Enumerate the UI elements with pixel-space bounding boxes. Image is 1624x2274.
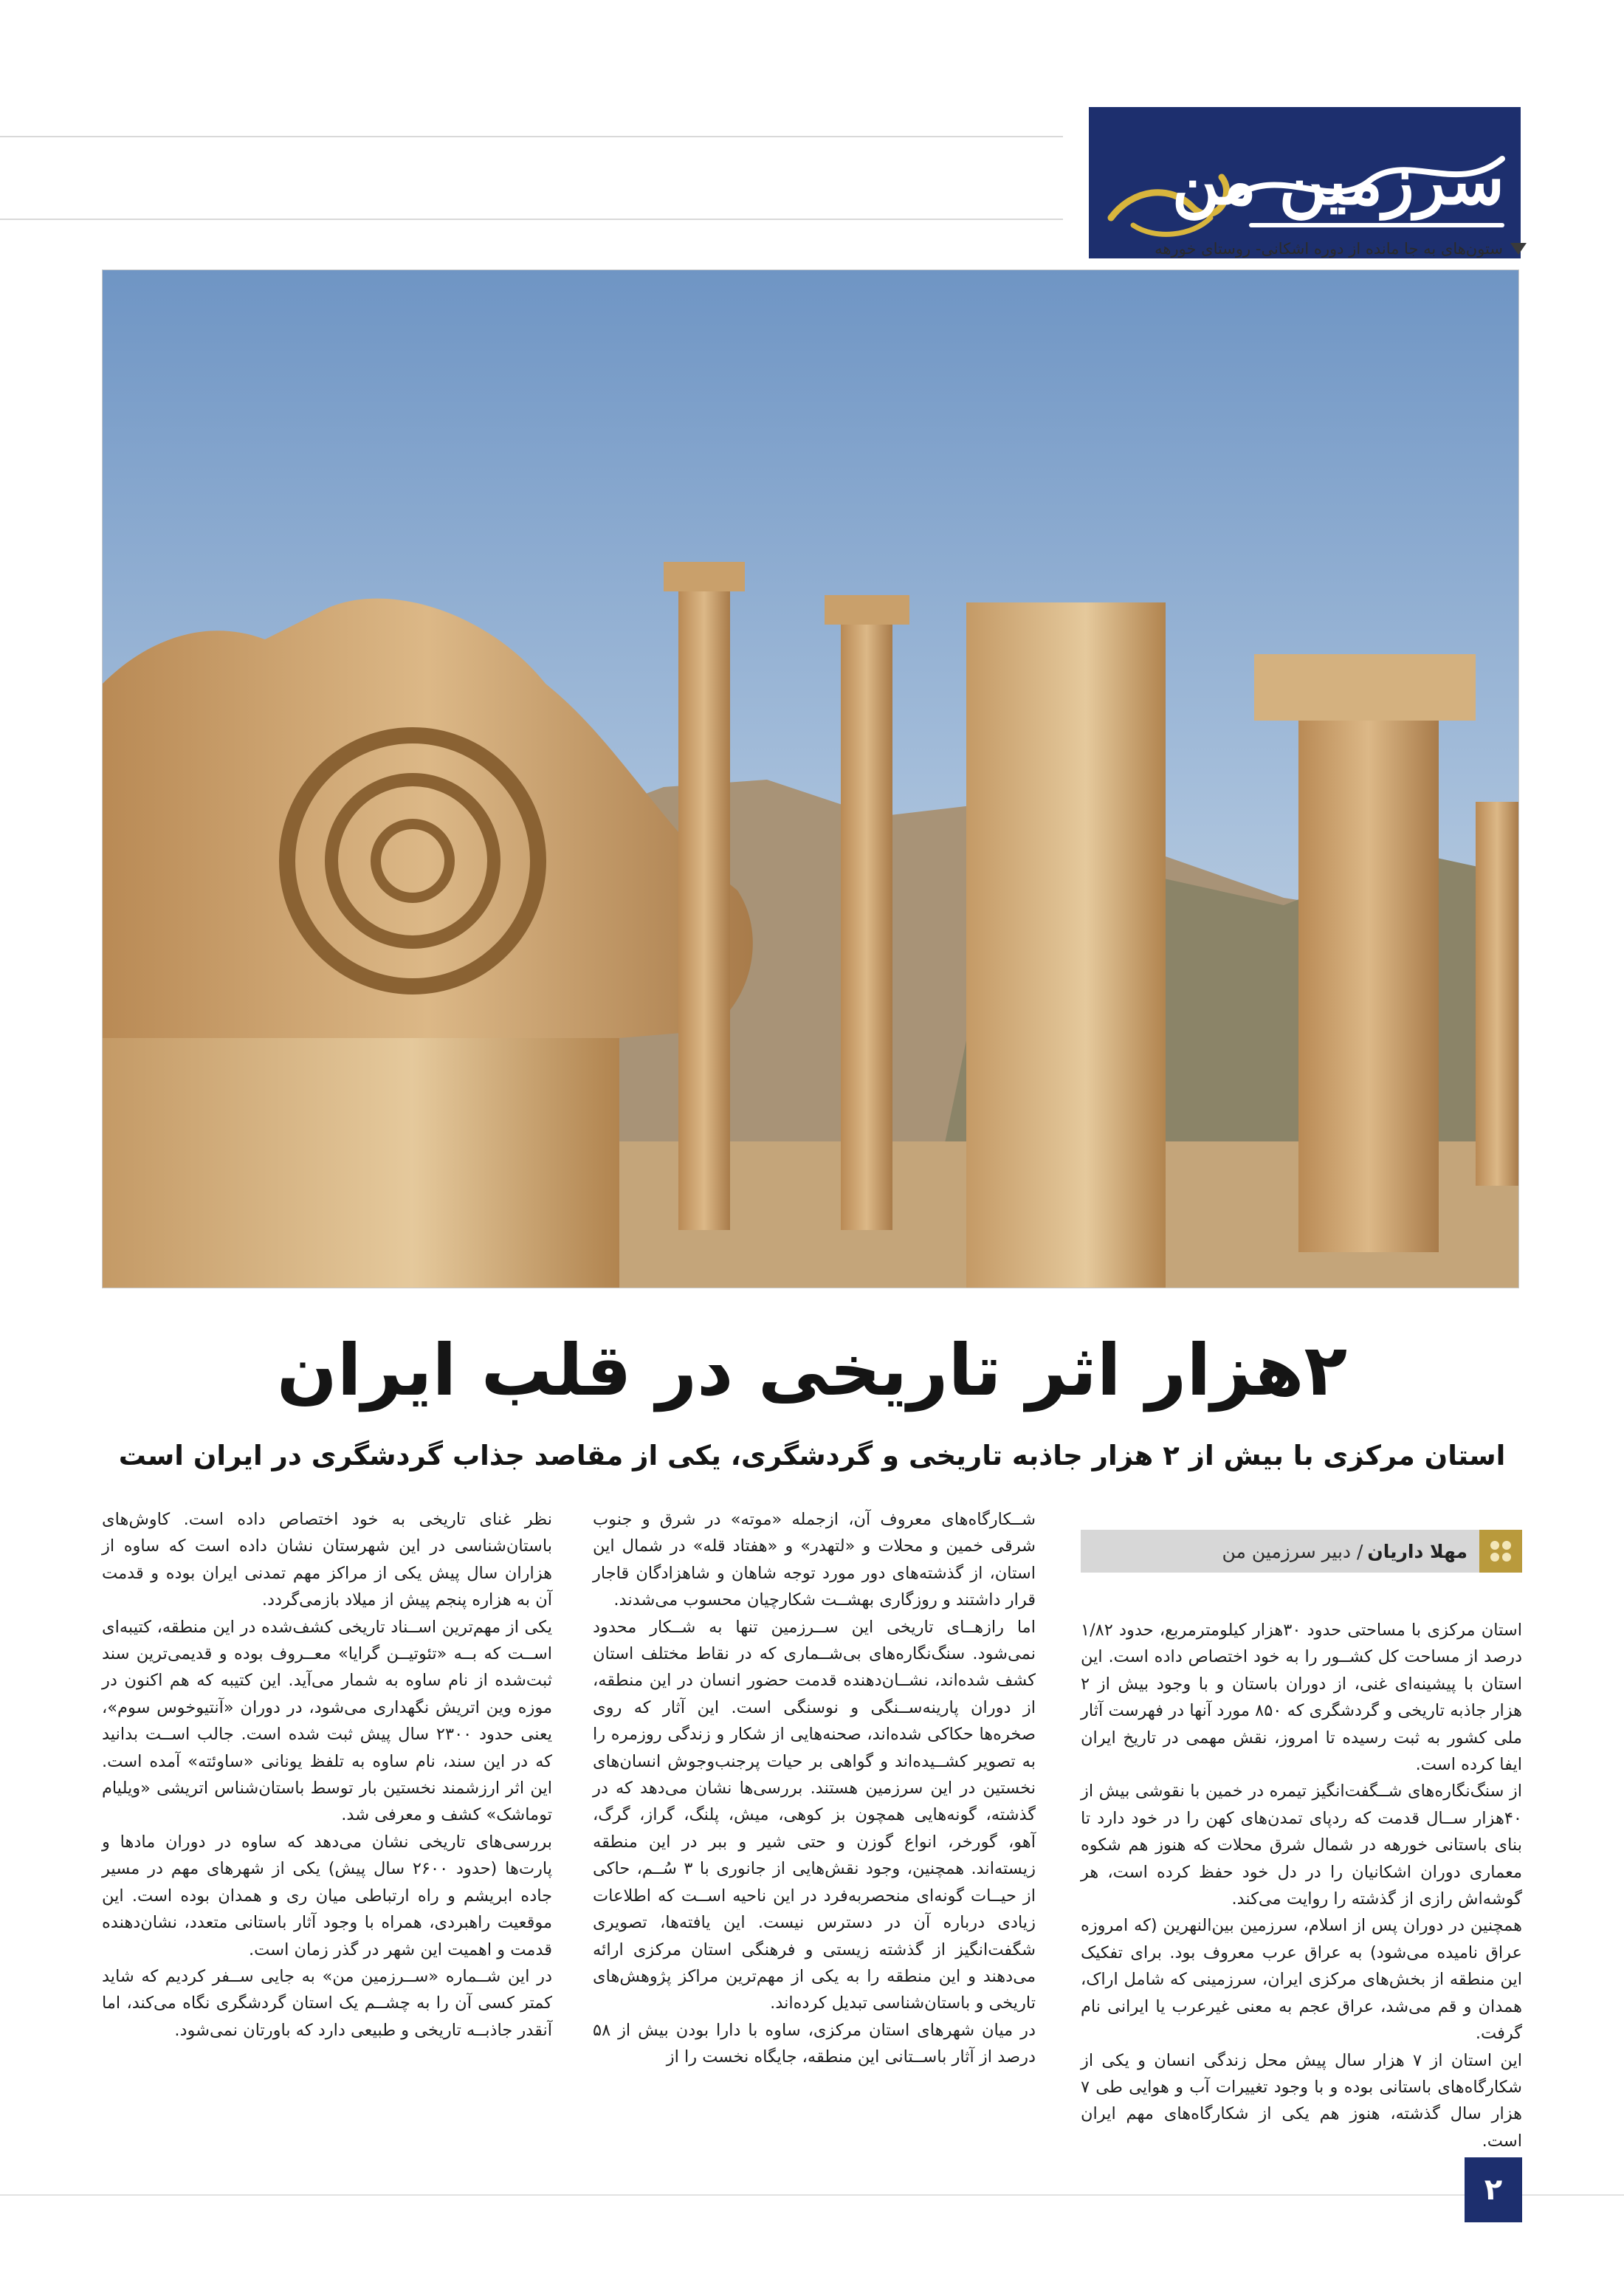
hero-photo (102, 269, 1519, 1288)
header-rule-top (0, 136, 1063, 137)
header-rule-bottom (0, 219, 1063, 220)
footer-rule (0, 2194, 1624, 2196)
author-role: / دبیر سرزمین من (1222, 1540, 1363, 1562)
photo-caption-text: ستون‌های به جا مانده از دوره اشکانی- روستای خورهه (1155, 240, 1503, 258)
author-byline (1081, 1530, 1522, 1573)
paragraph: بررسی‌های تاریخی نشان می‌دهد که ساوه در دوران مادها و پارت‌ها (حدود ۲۶۰۰ سال پیش) یکی از شهرهای مهم در مسیر جاده ابریشم و راه ارتباطی میان ری و همدان بوده است. این موقعیت راهبردی، همراه با وجود آثار باستانی متعدد، نشان‌دهنده قدمت و اهمیت این شهر در گذر زمان است. (102, 1832, 552, 1959)
paragraph: از سنگ‌نگاره‌های شــگفت‌انگیز تیمره در خمین با نقوشی بیش از ۴۰هزار ســال قدمت که ردپای تمدن‌های کهن را در خود دارد تا بنای باستانی خورهه در شمال شرق محلات که هنوز هم شکوه معماری دوران اشکانیان را در دل خود حفظ کرده است، هر گوشه‌اش رازی از گذشته را روایت می‌کند. (1081, 1782, 1522, 1909)
article-title: ۲هزار اثر تاریخی در قلب ایران (276, 1329, 1348, 1412)
paragraph: این استان از ۷ هزار سال پیش محل زندگی انسان و یکی از شکارگاه‌های باستانی بوده و با وجود تغییرات آب و هوایی طی ۷ هزار سال گذشته، هنوز هم یکی از شکارگاه‌های مهم ایران است. (1081, 2050, 1522, 2151)
paragraph: استان مرکزی با مساحتی حدود ۳۰هزار کیلومترمربع، حدود ۱/۸۲ درصد از مساحت کل کشــور را به خود اختصاص داده است. این استان با پیشینه‌ای غنی، از دوران باستان و با وجود بیش از ۲ هزار جاذبه تاریخی و گردشگری که ۸۵۰ مورد آنها در فهرست آثار ملی کشور به ثبت رسیده تا امروز، نقش مهمی در تاریخ ایران ایفا کرده است. (1081, 1621, 1523, 1775)
logo-title: سرزمین من (1171, 142, 1504, 219)
article-column-1 (1081, 1617, 1522, 2154)
paragraph: در این شــماره «ســرزمین من» به جایی ســفر کردیم که شاید کمتر کسی آن را به چشــم یک استان گردشگری نگاه می‌کند، اما آنقدر جاذبــه تاریخی و طبیعی دارد که باورتان نمی‌شود. (102, 1966, 552, 2040)
paragraph: شــکارگاه‌های معروف آن، ازجمله «موته» در شرق و جنوب شرقی خمین و محلات و «لتهدر» و «هفتاد قله» در شمال این استان، از گذشته‌های دور مورد توجه شاهان و شاهزادگان قاجار قرار داشتند و روزگاری بهشــت شکارچیان محسوب می‌شدند. (593, 1510, 1036, 1610)
triangle-down-icon (1510, 243, 1527, 255)
ruins-photo-illustration (103, 270, 1518, 1288)
author-name: مهلا داریان (1367, 1540, 1468, 1562)
paragraph: نظر غنای تاریخی به خود اختصاص داده است. کاوش‌های باستان‌شناسی در این شهرستان نشان داده است که ساوه از هزاران سال پیش یکی از مراکز مهم تمدنی ایران بوده و قدمت آن به هزاره پنجم پیش از میلاد بازمی‌گردد. (102, 1510, 552, 1610)
paragraph: یکی از مهم‌ترین اســناد تاریخی کشف‌شده در این منطقه، کتیبه‌ای اســت که بــه «تئوتیــن گرایا» معــروف بوده و قدیمی‌ترین سند ثبت‌شده از نام ساوه به شمار می‌آید. این کتیبه که هم اکنون در موزه وین اتریش نگهداری می‌شود، در دوران «آنتیوخوس سوم»، یعنی حدود ۲۳۰۰ سال پیش ثبت شده است. جالب اســت بدانید که در این سند، نام ساوه به تلفظ یونانی «ساوئته» آمده است. این اثر ارزشمند نخستین بار توسط باستان‌شناس اتریشی «ویلیام توماشک» کشف و معرفی شد. (102, 1617, 552, 1825)
magazine-logo (1089, 107, 1521, 258)
page-number: ۲ (1465, 2157, 1522, 2222)
paragraph: همچنین در دوران پس از اسلام، سرزمین بین‌النهرین (که امروزه عراق نامیده می‌شود) به عراق عرب معروف بود. برای تفکیک این منطقه از بخش‌های مرکزی ایران، سرزمینی که شامل اراک، همدان و قم می‌شد، عراق عجم به معنی غیرعرب یا ایرانی نام گرفت. (1081, 1916, 1522, 2044)
article-subtitle: استان مرکزی با بیش از ۲ هزار جاذبه تاریخی و گردشگری، یکی از مقاصد جذاب گردشگری در ایران است (118, 1440, 1506, 1471)
article-column-2 (593, 1506, 1036, 2071)
paragraph: در میان شهرهای استان مرکزی، ساوه با دارا بودن بیش از ۵۸ درصد از آثار باســتانی این منطقه، جایگاه نخست را از (593, 2020, 1036, 2067)
byline-ornament-icon (1479, 1530, 1522, 1573)
photo-caption (1155, 240, 1527, 258)
paragraph: اما رازهــای تاریخی این ســرزمین تنها به شــکار محدود نمی‌شود. سنگ‌نگاره‌های بی‌شــماری که در نقاط مختلف استان کشف شده‌اند، نشــان‌دهنده قدمت حضور انسان در این منطقه، از دوران پارینه‌ســنگی و نوسنگی است. این آثار که روی صخره‌ها حکاکی شده‌اند، صحنه‌هایی از شکار و زندگی روزمره را به تصویر کشــیده‌اند و گواهی بر حیات پرجنب‌وجوش انسان‌های نخستین در این سرزمین هستند. بررسی‌ها نشان می‌دهد که در گذشته، گونه‌هایی همچون بز کوهی، میش، پلنگ، گراز، گرگ، آهو، گورخر، انواع گوزن و حتی شیر و ببر در این منطقه زیسته‌اند. همچنین، وجود نقش‌هایی از جانوری با ۳ سُــم، حاکی از حیــات گونه‌ای منحصربه‌فرد در این ناحیه اســت که اطلاعات زیادی درباره آن در دسترس نیست. این یافته‌ها، تصویری شگفت‌انگیز از گذشته زیستی و فرهنگی استان مرکزی ارائه می‌دهند و این منطقه را به یکی از مهم‌ترین مراکز پژوهش‌های تاریخی و باستان‌شناسی تبدیل کرده‌اند. (593, 1617, 1036, 2013)
article-column-3 (102, 1506, 552, 2044)
